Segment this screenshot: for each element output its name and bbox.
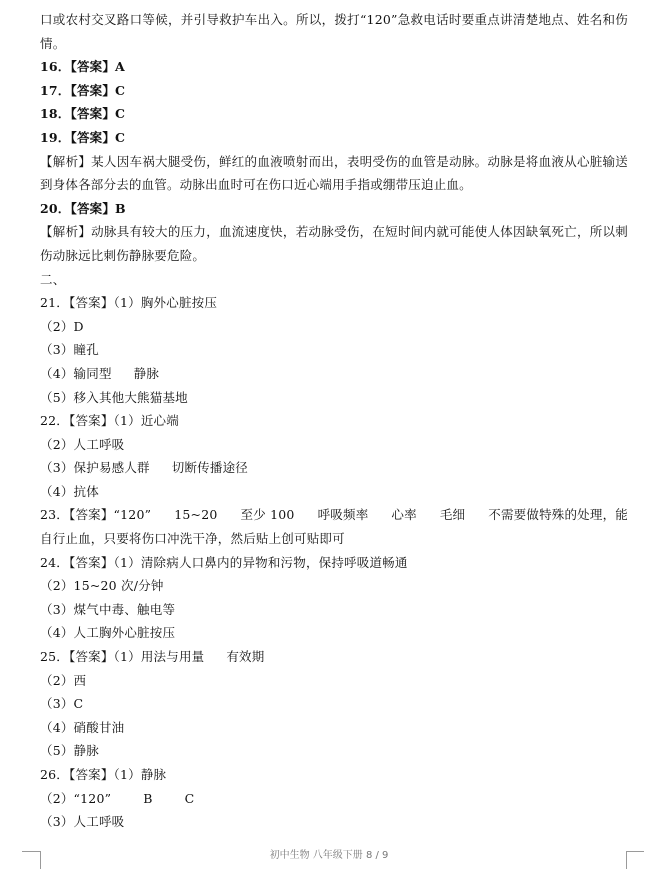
answer-part: C <box>184 790 195 806</box>
answer-26-2 <box>40 787 628 811</box>
answer-part: 毛细 <box>439 507 466 523</box>
answer-21-2: （2）D <box>40 318 84 334</box>
text-line: 口或农村交叉路口等候，并引导救护车出入。所以，拨打“120”急救电话时要重点讲清楚地点、姓名和伤情。 <box>40 12 628 51</box>
answer-24-3: （3）煤气中毒、触电等 <box>40 601 176 617</box>
answer-25-2: （2）西 <box>40 672 87 688</box>
answer-part: 心率 <box>391 507 417 523</box>
answer-part: 15~20 <box>174 507 218 523</box>
answer-part: （2）“120” <box>40 790 112 806</box>
answer-19: 19．【答案】C <box>40 129 126 145</box>
answer-part: 25．【答案】（1）用法与用量 <box>40 649 205 665</box>
answer-21-5: （5）移入其他大熊猫基地 <box>40 389 188 405</box>
answer-26-1: 26．【答案】（1）静脉 <box>40 767 167 782</box>
answer-16: 16．【答案】A <box>40 59 125 75</box>
answer-part: B <box>143 790 153 806</box>
answer-part: 呼吸频率 <box>317 507 369 523</box>
answer-part: 不需要做特殊的处理，能 <box>488 507 628 523</box>
answer-part: 切断传播途径 <box>171 460 248 476</box>
answer-25-3: （3）C <box>40 696 84 712</box>
analysis-19: 【解析】某人因车祸大腿受伤，鲜红的血液喷射而出，表明受伤的血管是动脉。动脉是将血液从心脏输送到身体各部分去的血管。动脉出血时可在伤口近心端用手指或绷带压迫止血。 <box>40 153 628 193</box>
answer-22-4: （4）抗体 <box>40 483 99 499</box>
answer-25-4: （4）硝酸甘油 <box>40 719 125 735</box>
answer-24-1: 24．【答案】（1）清除病人口鼻内的异物和污物，保持呼吸道畅通 <box>40 554 408 570</box>
answer-part: （3）保护易感人群 <box>40 460 150 476</box>
answer-26-3: （3）人工呼吸 <box>40 814 125 830</box>
answer-22-2: （2）人工呼吸 <box>40 436 125 452</box>
page-footer: 初中生物 八年级下册 8 / 9 <box>269 850 389 861</box>
answer-part: （4）输同型 <box>40 365 112 381</box>
answer-content <box>40 8 628 834</box>
answer-21-3: （3）瞳孔 <box>40 342 99 358</box>
answer-25-1 <box>40 645 628 669</box>
answer-21-4 <box>40 362 628 386</box>
answer-21-1: 21．【答案】（1）胸外心脏按压 <box>40 295 218 311</box>
answer-24-4: （4）人工胸外心脏按压 <box>40 625 176 641</box>
answer-22-3 <box>40 456 628 480</box>
answer-part: 有效期 <box>226 649 265 665</box>
section-heading: 二、 <box>40 271 66 287</box>
answer-24-2: （2）15~20 次/分钟 <box>40 578 164 594</box>
answer-part: 至少 100 <box>240 507 295 523</box>
answer-22-1: 22．【答案】（1）近心端 <box>40 413 179 429</box>
analysis-20: 【解析】动脉具有较大的压力，血流速度快，若动脉受伤，在短时间内就可能使人体因缺氧死亡，所以刺伤动脉远比刺伤静脉要危险。 <box>40 224 628 263</box>
answer-23-cont: 自行止血，只要将伤口冲洗干净，然后贴上创可贴即可 <box>40 531 345 547</box>
answer-18: 18．【答案】C <box>40 106 126 122</box>
answer-part: 静脉 <box>133 365 160 381</box>
answer-20: 20．【答案】B <box>40 200 126 216</box>
answer-25-5: （5）静脉 <box>40 743 99 759</box>
answer-part: 23．【答案】“120” <box>40 507 152 523</box>
answer-17: 17．【答案】C <box>40 82 126 98</box>
answer-23 <box>40 503 628 527</box>
